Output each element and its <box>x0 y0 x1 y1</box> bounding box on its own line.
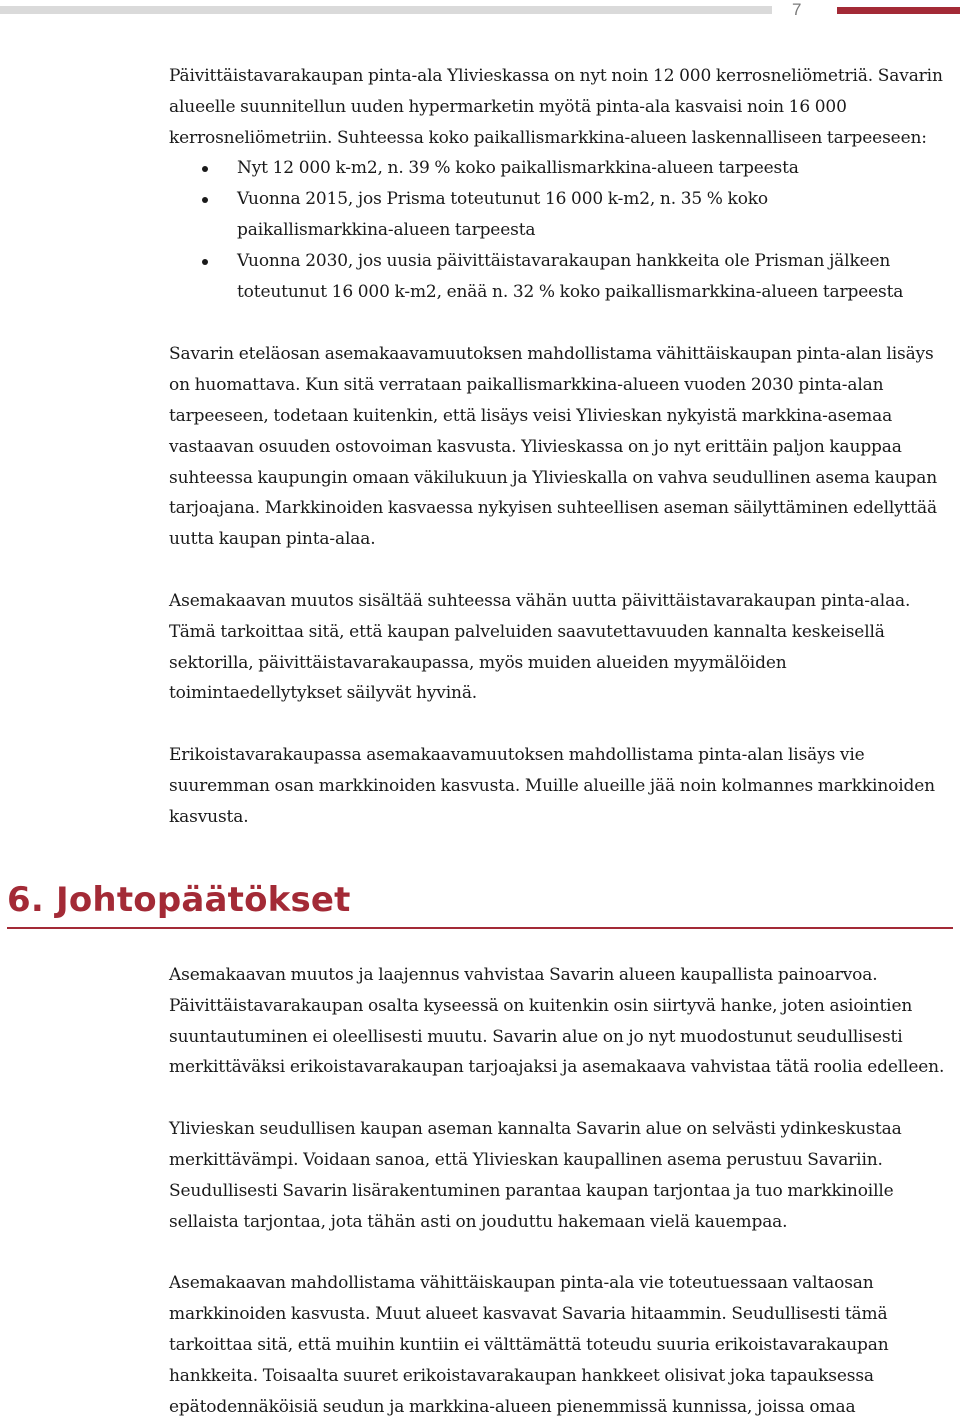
list-item-text: Vuonna 2015, jos Prisma toteutunut 16 000 k-m2, n. 35 % koko paikallismarkkina-alueen tarpeesta <box>237 189 769 240</box>
page-number: 7 <box>792 0 802 19</box>
paragraph-area-increase: Savarin eteläosan asemakaavamuutoksen mahdollistama vähittäiskaupan pinta-alan lisäys on huomattava. Kun sitä verrataan paikallismarkkina-alueen vuoden 2030 pinta-alan tarpeeseen, todetaan kuitenkin, että lisäys veisi Ylivieskan nykyistä markkina-asemaa vastaavan osuuden ostovoiman kasvusta. Ylivieskassa on jo nyt erittäin paljon kauppaa suhteessa kaupungin omaan väkilukuun ja Ylivieskalla on vahva seudullinen asema kaupan tarjoajana. Markkinoiden kasvaessa nykyisen suhteellisen aseman säilyttäminen edellyttää uutta kaupan pinta-alaa. <box>169 344 938 550</box>
list-item-text: Vuonna 2030, jos uusia päivittäistavarakaupan hankkeita ole Prisman jälkeen toteutunut 16 000 k-m2, enää n. 32 % koko paikallismarkkina-alueen tarpeesta <box>237 250 904 302</box>
paragraph-specialty-trade: Erikoistavarakaupassa asemakaavamuutoksen mahdollistama pinta-alan lisäys vie suuremman osan markkinoiden kasvusta. Muille alueille jää noin kolmannes markkinoiden kasvusta. <box>169 745 935 827</box>
upper-body <box>169 61 959 833</box>
paragraph-conclusion-3: Asemakaavan mahdollistama vähittäiskaupan pinta-ala vie toteutuessaan valtaosan markkinoiden kasvusta. Muut alueet kasvavat Savaria hitaammin. Seudullisesti tämä tarkoittaa sitä, että muihin kuntiin ei välttämättä toteudu suuria erikoistavarakaupan hankkeita. Toisaalta suuret erikoistavarakaupan hankkeet olisivat joka tapauksessa epätodennäköisiä seudun ja markkina-alueen pienemmissä kunnissa, joissa omaa <box>169 1273 889 1417</box>
list-item <box>169 153 959 184</box>
conclusions-body <box>169 960 959 1422</box>
intro-paragraph: Päivittäistavarakaupan pinta-ala Ylivieskassa on nyt noin 12 000 kerrosneliömetriä. Savarin alueelle suunnitellun uuden hypermarketin myötä pinta-ala kasvaisi noin 16 000 kerrosneliömetriin. Suhteessa koko paikallismarkkina-alueen laskennalliseen tarpeeseen: <box>169 66 943 148</box>
heading-underline <box>7 927 953 929</box>
bullet-icon <box>202 166 208 172</box>
paragraph-grocery-trade: Asemakaavan muutos sisältää suhteessa vähän uutta päivittäistavarakaupan pinta-alaa. Tämä tarkoittaa sitä, että kaupan palveluiden saavutettavuuden kannalta keskeisellä sektorilla, päivittäistavarakaupassa, myös muiden alueiden myymälöiden toimintaedellytykset säilyvät hyvinä. <box>169 590 911 704</box>
list-item <box>169 246 959 308</box>
paragraph-conclusion-2: Ylivieskan seudullisen kaupan aseman kannalta Savarin alue on selvästi ydinkeskustaa merkittävämpi. Voidaan sanoa, että Ylivieskan kaupallinen asema perustuu Savariin. Seudullisesti Savarin lisärakentuminen parantaa kaupan tarjontaa ja tuo markkinoille sellaista tarjontaa, jota tähän asti on jouduttu hakemaan vielä kauempaa. <box>169 1119 902 1232</box>
bullet-list <box>169 153 959 307</box>
bullet-icon <box>202 259 208 265</box>
header-rule-left <box>0 6 772 14</box>
header-rule-accent <box>837 7 960 14</box>
list-item-text: Nyt 12 000 k-m2, n. 39 % koko paikallismarkkina-alueen tarpeesta <box>237 158 799 179</box>
section-heading: 6. Johtopäätökset <box>7 880 351 920</box>
paragraph-conclusion-1: Asemakaavan muutos ja laajennus vahvistaa Savarin alueen kaupallista painoarvoa. Päivittäistavarakaupan osalta kyseessä on kuitenkin osin siirtyvä hanke, joten asiointien suuntautuminen ei oleellisesti muutu. Savarin alue on jo nyt muodostunut seudullisesti merkittäväksi erikoistavarakaupan tarjoajaksi ja asemakaava vahvistaa tätä roolia edelleen. <box>169 965 945 1078</box>
list-item <box>169 184 959 246</box>
bullet-icon <box>202 197 208 203</box>
